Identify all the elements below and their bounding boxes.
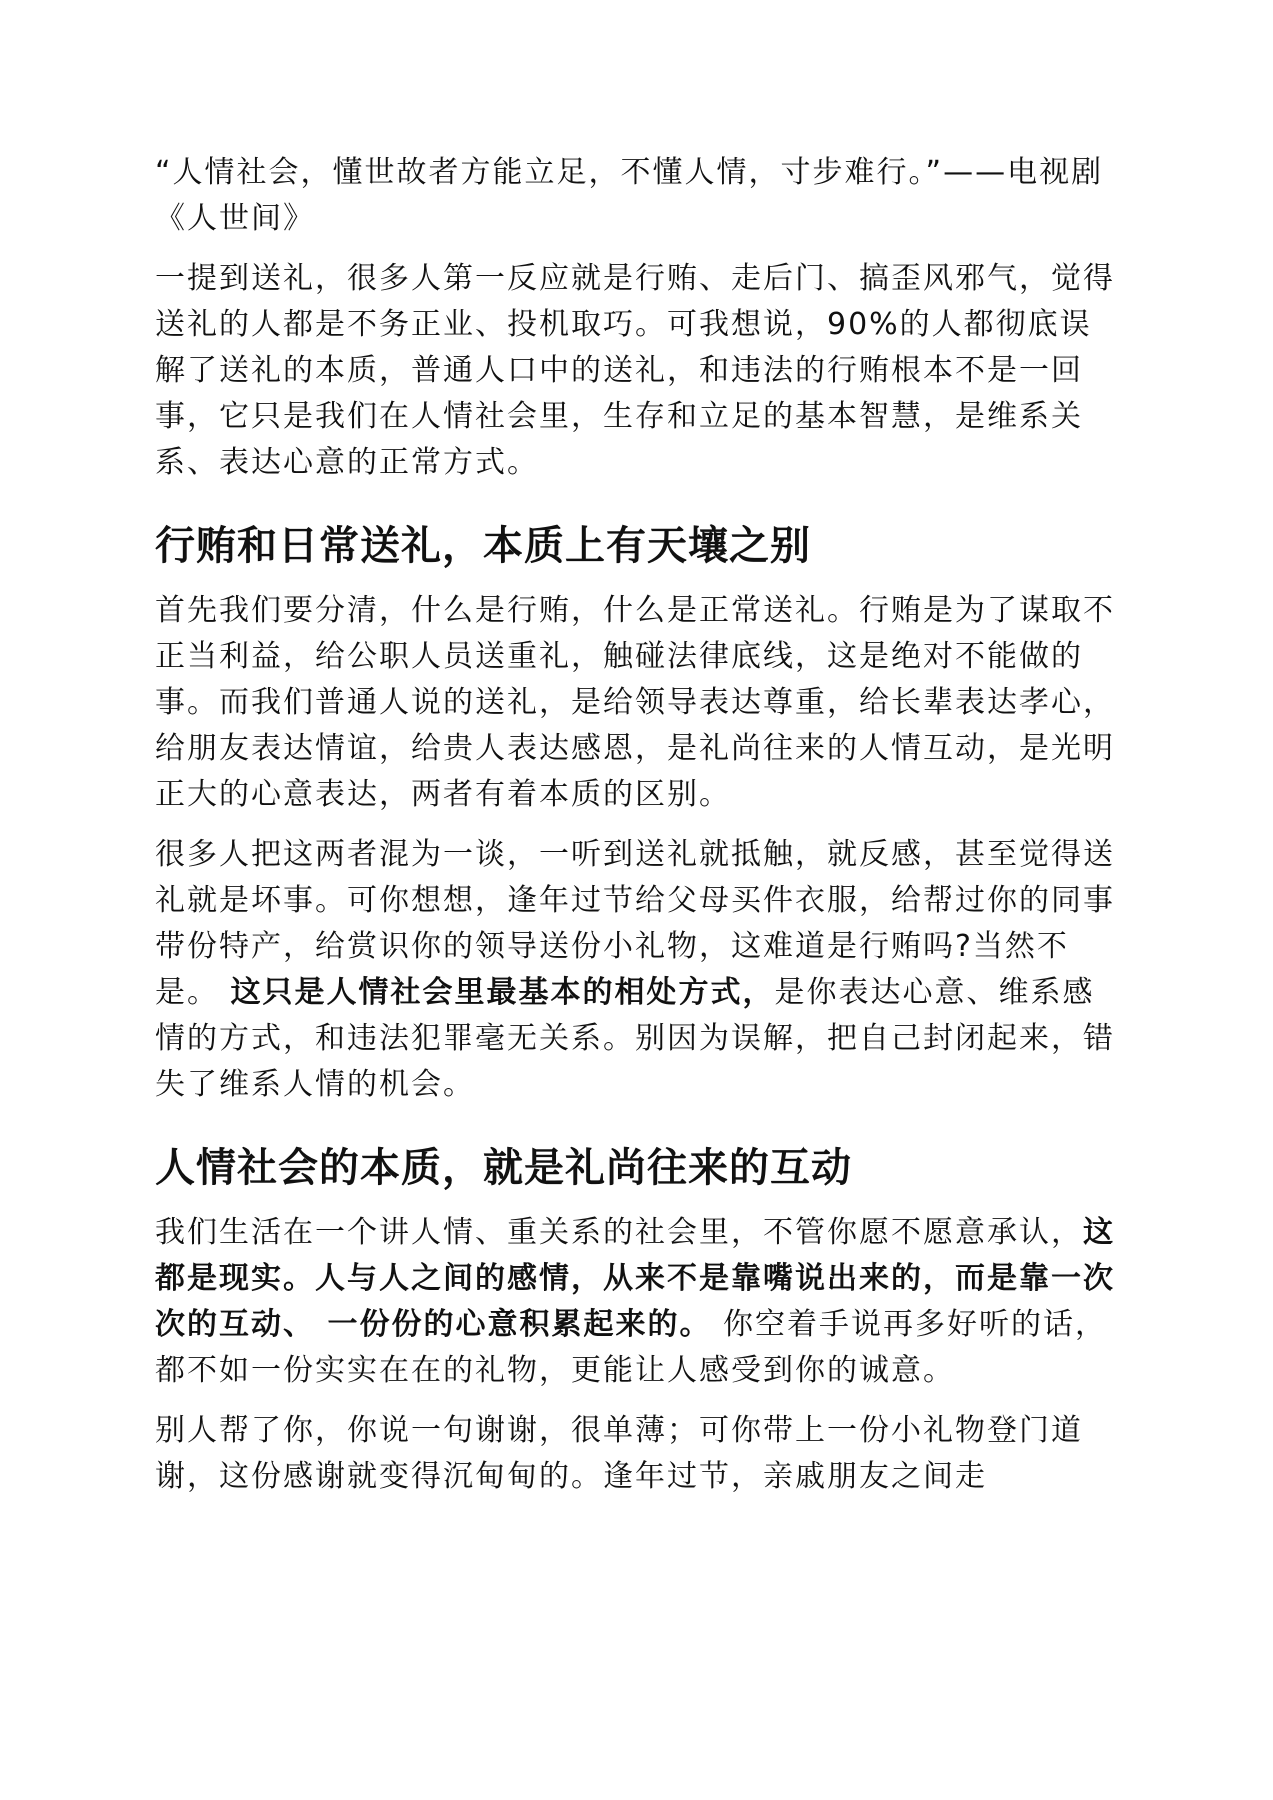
section2-paragraph-1-text-b: 你空着手说再多好听的话，都不如一份实实在在的礼物，更能让人感受到你的诚意。 — [155, 1307, 1107, 1388]
section2-paragraph-1-bold: 这都是现实。人与人之间的感情，从来不是靠嘴说出来的，而是靠一次次的互动、 一份份的心意积累起来的。 — [155, 1215, 1115, 1342]
section1-paragraph-1: 首先我们要分清，什么是行贿，什么是正常送礼。行贿是为了谋取不正当利益，给公职人员送重礼，触碰法律底线，这是绝对不能做的事。而我们普通人说的送礼，是给领导表达尊重，给长辈表达孝心，给朋友表达情谊，给贵人表达感恩，是礼尚往来的人情互动，是光明正大的心意表达，两者有着本质的区别。 — [155, 593, 1115, 812]
section2-paragraph-1-text-a: 我们生活在一个讲人情、重关系的社会里，不管你愿不愿意承认， — [155, 1215, 1083, 1250]
section2-paragraph-2: 别人帮了你，你说一句谢谢，很单薄；可你带上一份小礼物登门道谢，这份感谢就变得沉甸甸的。逢年过节，亲戚朋友之间走 — [155, 1413, 1083, 1494]
section1-paragraph-2-bold: 这只是人情社会里最基本的相处方式， — [230, 975, 775, 1010]
section1-paragraph-2 — [155, 832, 1123, 1108]
intro-paragraph: 一提到送礼，很多人第一反应就是行贿、走后门、搞歪风邪气，觉得送礼的人都是不务正业、投机取巧。可我想说，90%的人都彻底误解了送礼的本质，普通人口中的送礼，和违法的行贿根本不是一回事，它只是我们在人情社会里，生存和立足的基本智慧，是维系关系、表达心意的正常方式。 — [155, 261, 1115, 480]
section1-paragraph-2-text-a: 很多人把这两者混为一谈，一听到送礼就抵触，就反感，甚至觉得送礼就是坏事。可你想想，逢年过节给父母买件衣服，给帮过你的同事带份特产，给赏识你的领导送份小礼物，这难道是行贿吗?当然不是。 — [155, 837, 1115, 1010]
section2-paragraph-1 — [155, 1210, 1123, 1394]
section1-paragraph-2-text-b: 是你表达心意、维系感情的方式，和违法犯罪毫无关系。别因为误解，把自己封闭起来，错失了维系人情的机会。 — [155, 975, 1115, 1102]
opening-quote: “人情社会，懂世故者方能立足，不懂人情，寸步难行。”——电视剧《人世间》 — [155, 155, 1104, 236]
section-heading-1: 行贿和日常送礼，本质上有天壤之别 — [155, 523, 811, 569]
article — [155, 150, 1123, 1514]
section-heading-2: 人情社会的本质，就是礼尚往来的互动 — [155, 1145, 852, 1191]
